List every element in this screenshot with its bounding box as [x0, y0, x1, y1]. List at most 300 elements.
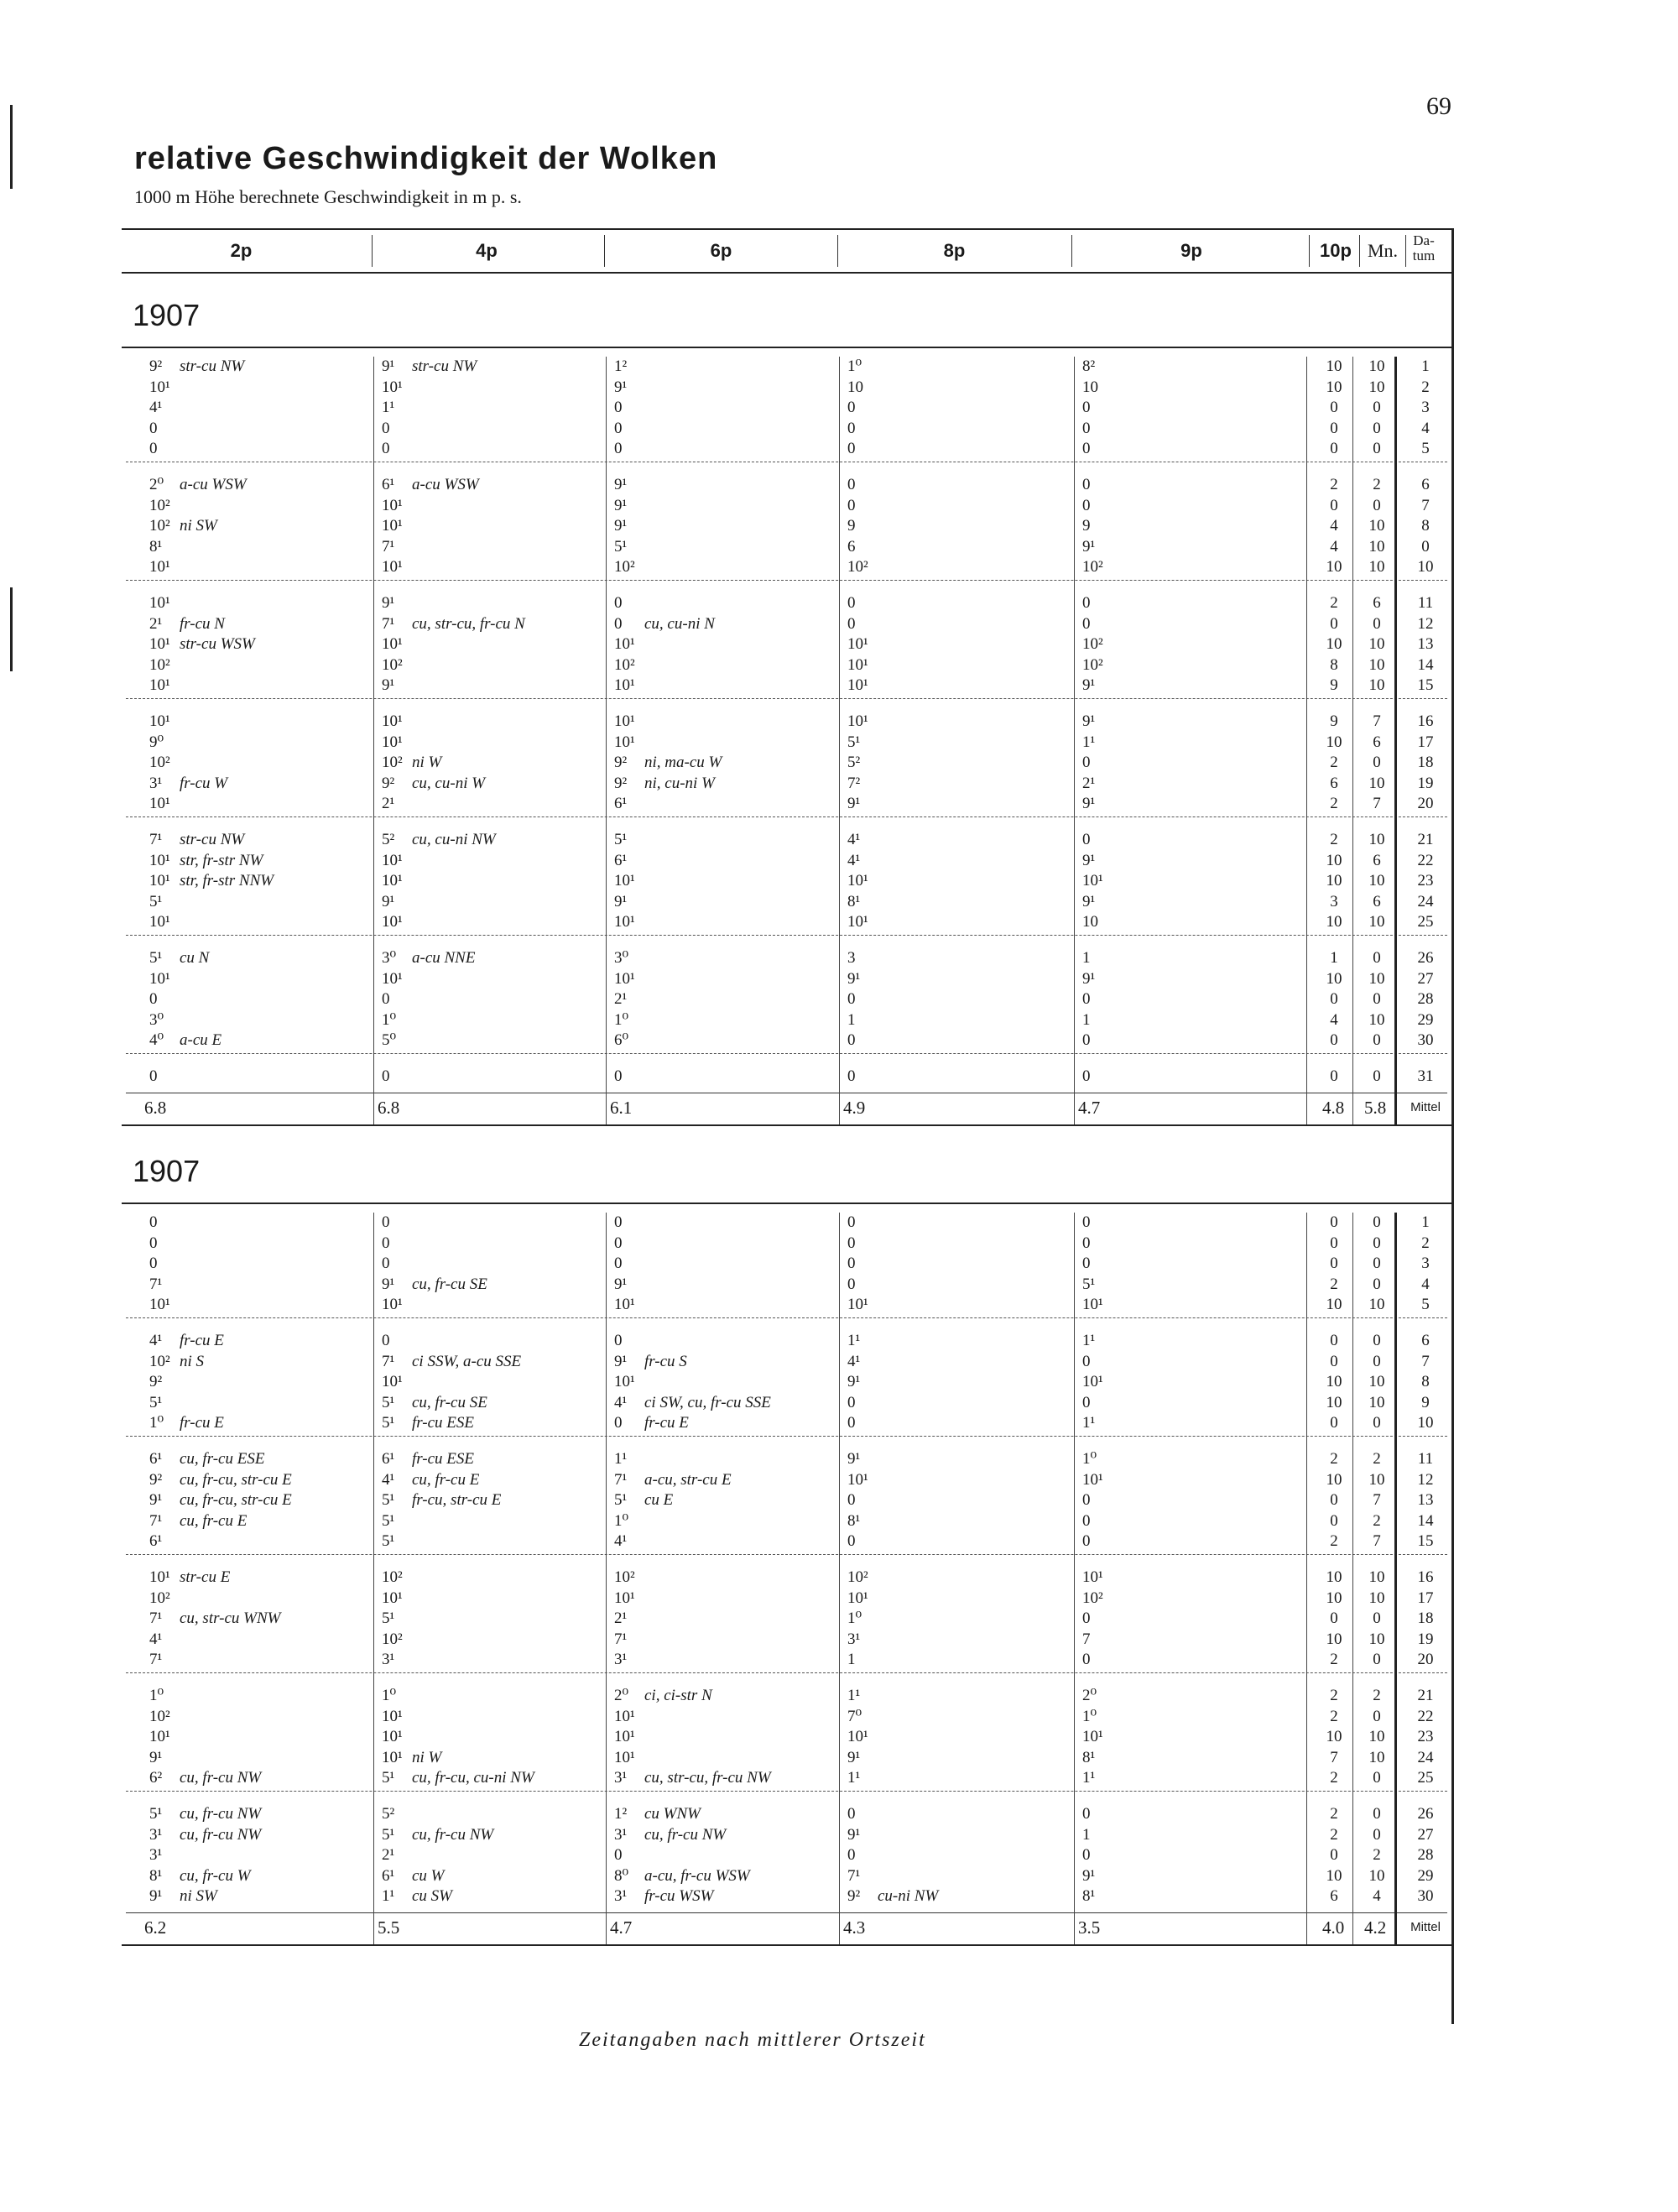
cell-value: 3¹	[847, 1630, 861, 1648]
cell-10p: 0	[1330, 1255, 1338, 1273]
cell-10p: 4	[1330, 1010, 1338, 1029]
cell-value: 1⁰	[614, 1511, 629, 1530]
column-separator	[1306, 1213, 1307, 1944]
cell-mn: 0	[1373, 1067, 1381, 1085]
cell-value: 0	[1082, 1609, 1091, 1628]
cell-mn: 6	[1373, 733, 1381, 751]
cell-10p: 10	[1326, 1470, 1342, 1489]
cell-10p: 2	[1330, 1532, 1338, 1551]
cell-value: 9¹	[1082, 676, 1096, 695]
cell-value: 0	[614, 1234, 623, 1252]
cell-10p: 10	[1326, 969, 1342, 988]
cell-value: 5⁰	[382, 1031, 397, 1050]
cell-value: 1⁰	[382, 1687, 397, 1704]
cell-value: 9¹	[149, 1748, 163, 1766]
cell-value: 10¹	[382, 1373, 403, 1391]
mean-value: 4.0	[1322, 1917, 1345, 1938]
cell-value: 5²	[382, 831, 395, 848]
cell-value: 9²	[382, 774, 395, 792]
cloud-note: fr-cu S	[644, 1352, 687, 1370]
cell-datum: 3	[1421, 399, 1430, 417]
cell-value: 10¹	[614, 1589, 635, 1607]
cell-value: 7	[1082, 1630, 1091, 1648]
cell-value: 4¹	[847, 831, 861, 848]
cloud-note: str-cu E	[180, 1568, 231, 1586]
cell-value: 10¹	[847, 872, 868, 890]
cell-datum: 17	[1417, 733, 1434, 751]
column-header-9p: 9p	[1180, 240, 1202, 261]
cell-value: 4¹	[614, 1393, 628, 1411]
cell-10p: 10	[1326, 1393, 1342, 1411]
cell-value: 9⁰	[149, 733, 164, 751]
cell-value: 0	[1082, 594, 1091, 612]
cloud-note: fr-cu ESE	[412, 1414, 475, 1432]
cell-datum: 17	[1417, 1589, 1434, 1607]
cloud-note: fr-cu ESE	[412, 1450, 475, 1468]
cell-value: 0	[847, 1805, 856, 1823]
cell-mn: 6	[1373, 892, 1381, 910]
cell-value: 10¹	[614, 733, 635, 751]
cell-mn: 0	[1373, 1609, 1381, 1628]
cell-value: 1²	[614, 357, 628, 375]
cell-mn: 0	[1373, 1769, 1381, 1787]
cell-datum: 22	[1417, 851, 1434, 869]
cell-mn: 10	[1368, 517, 1385, 535]
section-end-rule	[122, 1944, 1451, 1946]
cloud-note: cu, fr-cu E	[412, 1470, 480, 1489]
cell-datum: 6	[1421, 476, 1430, 493]
cell-value: 0	[1082, 399, 1091, 417]
cell-value: 0	[1082, 1651, 1091, 1669]
cell-value: 10¹	[382, 1748, 403, 1766]
cell-value: 0	[1082, 1532, 1091, 1551]
cell-10p: 2	[1330, 795, 1338, 813]
cell-value: 1¹	[614, 1450, 628, 1468]
cell-datum: 16	[1417, 712, 1434, 730]
cell-value: 0	[382, 419, 390, 437]
cell-value: 0	[614, 399, 623, 417]
cloud-note: fr-cu WSW	[644, 1887, 714, 1906]
mean-value: 6.8	[378, 1097, 400, 1118]
cell-10p: 2	[1330, 1769, 1338, 1787]
cell-value: 10¹	[149, 378, 170, 396]
cell-value: 2⁰	[1082, 1687, 1097, 1704]
cell-mn: 10	[1368, 1589, 1385, 1607]
cell-value: 0	[847, 1067, 856, 1085]
cell-value: 7¹	[149, 1511, 163, 1530]
cell-value: 1⁰	[382, 1010, 397, 1029]
cell-value: 10¹	[614, 712, 635, 730]
cell-10p: 2	[1330, 831, 1338, 848]
cloud-note: cu, fr-cu NW	[180, 1805, 262, 1823]
cloud-note: str-cu NW	[180, 831, 245, 848]
cell-value: 1¹	[847, 1332, 861, 1349]
cell-10p: 0	[1330, 1609, 1338, 1628]
cell-value: 6¹	[614, 851, 628, 869]
cell-value: 1¹	[1082, 1332, 1096, 1349]
column-separator	[1074, 1213, 1075, 1944]
cell-datum: 2	[1421, 378, 1430, 396]
cell-datum: 25	[1417, 1769, 1434, 1787]
cell-value: 0	[1082, 1352, 1091, 1370]
cell-mn: 2	[1373, 1511, 1381, 1530]
cloud-note: fr-cu E	[644, 1414, 689, 1432]
cell-10p: 9	[1330, 712, 1338, 730]
cell-value: 5²	[847, 754, 861, 772]
cell-value: 8¹	[1082, 1887, 1096, 1906]
cell-mn: 0	[1373, 496, 1381, 514]
cloud-note: ci SSW, a-cu SSE	[412, 1352, 522, 1370]
cloud-note: a-cu NNE	[412, 949, 476, 967]
cell-value: 5¹	[149, 1393, 163, 1411]
section-rule	[122, 1203, 1451, 1204]
cloud-note: cu, cu-ni N	[644, 614, 715, 633]
cell-value: 0	[1082, 831, 1091, 848]
cell-value: 3¹	[614, 1769, 628, 1787]
cell-datum: 21	[1417, 831, 1434, 848]
cloud-note: cu, fr-cu, cu-ni NW	[412, 1769, 534, 1787]
cloud-note: str, fr-str NW	[180, 851, 263, 869]
cell-value: 6¹	[382, 1450, 395, 1468]
cell-value: 4¹	[382, 1470, 395, 1489]
cell-value: 9¹	[614, 1352, 628, 1370]
cell-value: 10¹	[149, 913, 170, 931]
cell-value: 10¹	[1082, 1470, 1103, 1489]
cell-mn: 7	[1373, 1491, 1381, 1510]
cell-10p: 10	[1326, 872, 1342, 890]
cell-value: 2⁰	[149, 476, 164, 493]
cell-value: 5¹	[382, 1511, 395, 1530]
cell-value: 0	[614, 1332, 623, 1349]
cell-value: 10¹	[382, 496, 403, 514]
cell-value: 5¹	[382, 1491, 395, 1510]
group-divider	[126, 580, 1447, 581]
cell-datum: 1	[1421, 1213, 1430, 1231]
cell-datum: 7	[1421, 1352, 1430, 1370]
cell-10p: 3	[1330, 892, 1338, 910]
cell-value: 9	[1082, 517, 1091, 535]
cell-value: 10¹	[382, 851, 403, 869]
column-separator	[373, 1213, 374, 1944]
group-divider	[126, 1436, 1447, 1437]
mean-label: Mittel	[1410, 1099, 1441, 1114]
cell-value: 10¹	[1082, 872, 1103, 890]
cell-value: 6⁰	[614, 1031, 629, 1050]
mean-rule	[126, 1912, 1447, 1913]
cell-mn: 10	[1368, 1373, 1385, 1391]
cell-10p: 0	[1330, 1511, 1338, 1530]
cell-value: 10¹	[614, 635, 635, 654]
cell-10p: 10	[1326, 733, 1342, 751]
cell-value: 9¹	[847, 969, 861, 988]
column-separator	[1352, 1213, 1353, 1944]
cell-value: 0	[847, 1414, 856, 1432]
cell-datum: 9	[1421, 1393, 1430, 1411]
cell-10p: 0	[1330, 419, 1338, 437]
cell-value: 0	[847, 614, 856, 633]
cell-value: 10¹	[149, 712, 170, 730]
cell-value: 0	[847, 594, 856, 612]
cell-value: 7¹	[614, 1470, 628, 1489]
cell-mn: 10	[1368, 1728, 1385, 1746]
cell-value: 9¹	[847, 1450, 861, 1468]
cell-value: 0	[614, 1213, 623, 1231]
cloud-note: cu, fr-cu, str-cu E	[180, 1491, 292, 1510]
column-separator	[1352, 357, 1353, 1124]
cell-value: 3¹	[614, 1651, 628, 1669]
cell-datum: 13	[1417, 635, 1434, 654]
cell-datum: 3	[1421, 1255, 1430, 1273]
cell-value: 10¹	[847, 635, 868, 654]
cell-10p: 2	[1330, 1825, 1338, 1844]
cell-value: 4¹	[149, 1332, 163, 1349]
cell-mn: 10	[1368, 655, 1385, 674]
cell-value: 8¹	[1082, 1748, 1096, 1766]
cell-10p: 2	[1330, 1275, 1338, 1293]
cell-value: 6¹	[149, 1532, 163, 1551]
cell-10p: 2	[1330, 1805, 1338, 1823]
cell-value: 10¹	[382, 517, 403, 535]
cell-value: 0	[614, 614, 623, 633]
cell-10p: 4	[1330, 537, 1338, 556]
cell-value: 9¹	[382, 357, 395, 375]
mean-value: 3.5	[1078, 1917, 1101, 1938]
cell-value: 10¹	[1082, 1296, 1103, 1314]
cell-value: 0	[149, 1213, 158, 1231]
cell-mn: 7	[1373, 1532, 1381, 1551]
cell-value: 9²	[149, 1373, 163, 1391]
cell-value: 9²	[149, 1470, 163, 1489]
cell-value: 9¹	[149, 1491, 163, 1510]
mean-label: Mittel	[1410, 1920, 1441, 1934]
cell-10p: 0	[1330, 440, 1338, 458]
cell-10p: 0	[1330, 1031, 1338, 1050]
cloud-note: cu W	[412, 1866, 445, 1885]
cell-value: 5¹	[149, 1805, 163, 1823]
cell-value: 10¹	[847, 676, 868, 695]
cell-10p: 2	[1330, 1450, 1338, 1468]
cell-10p: 10	[1326, 1589, 1342, 1607]
cell-10p: 2	[1330, 1687, 1338, 1704]
cell-value: 8¹	[149, 1866, 163, 1885]
cell-value: 8¹	[847, 1511, 861, 1530]
group-divider	[126, 1791, 1447, 1792]
cell-datum: 18	[1417, 1609, 1434, 1628]
cell-value: 0	[847, 399, 856, 417]
cloud-note: str-cu NW	[412, 357, 477, 375]
footer-note: Zeitangaben nach mittlerer Ortszeit	[579, 2029, 926, 2051]
cloud-note: cu, fr-cu NW	[412, 1825, 494, 1844]
cell-value: 0	[847, 419, 856, 437]
cell-value: 7¹	[614, 1630, 628, 1648]
cell-value: 4¹	[149, 399, 163, 417]
cell-10p: 1	[1330, 949, 1338, 967]
cell-value: 2¹	[382, 795, 395, 813]
cloud-note: cu N	[180, 949, 210, 967]
cloud-note: cu, fr-cu SE	[412, 1393, 487, 1411]
cell-value: 1	[1082, 1010, 1091, 1029]
cell-value: 9¹	[847, 1748, 861, 1766]
cell-value: 1⁰	[847, 357, 862, 375]
cell-10p: 8	[1330, 655, 1338, 674]
cell-value: 9²	[614, 774, 628, 792]
cell-value: 9¹	[1082, 712, 1096, 730]
cell-value: 9¹	[382, 594, 395, 612]
cell-10p: 0	[1330, 1213, 1338, 1231]
cell-mn: 10	[1368, 1010, 1385, 1029]
section-year: 1907	[133, 1154, 201, 1188]
cell-10p: 10	[1326, 558, 1342, 576]
cell-mn: 10	[1368, 378, 1385, 396]
cell-value: 8¹	[847, 892, 861, 910]
cell-10p: 2	[1330, 1707, 1338, 1725]
cell-value: 0	[1082, 1031, 1091, 1050]
cell-value: 0	[149, 440, 158, 458]
cell-value: 0	[847, 1393, 856, 1411]
cell-value: 0	[1082, 1491, 1091, 1510]
cloud-note: ni W	[412, 754, 442, 772]
cell-mn: 2	[1373, 1846, 1381, 1865]
column-separator	[839, 357, 840, 1124]
cell-value: 10²	[847, 558, 868, 576]
cell-value: 6	[847, 537, 856, 556]
cell-value: 10²	[382, 655, 403, 674]
column-header-datum: Da-tum	[1412, 232, 1436, 263]
cell-value: 7²	[847, 774, 861, 792]
group-divider	[126, 1053, 1447, 1054]
cell-datum: 10	[1417, 558, 1434, 576]
mean-value: 4.7	[1078, 1097, 1101, 1118]
cloud-note: cu, fr-cu NW	[180, 1769, 262, 1787]
cell-value: 0	[149, 1255, 158, 1273]
cell-value: 10	[847, 378, 863, 396]
cloud-note: cu, fr-cu NW	[644, 1825, 727, 1844]
cell-value: 1	[847, 1651, 856, 1669]
cell-value: 2⁰	[614, 1687, 629, 1704]
cloud-note: cu, fr-cu SE	[412, 1275, 487, 1293]
cell-10p: 0	[1330, 1491, 1338, 1510]
cell-value: 0	[1082, 754, 1091, 772]
cell-mn: 0	[1373, 754, 1381, 772]
cell-value: 0	[382, 1234, 390, 1252]
cloud-note: str, fr-str NNW	[180, 872, 274, 890]
cell-value: 8²	[1082, 357, 1096, 375]
cell-value: 1¹	[382, 1887, 395, 1906]
cloud-note: a-cu WSW	[180, 476, 247, 493]
column-header-8p: 8p	[943, 240, 966, 261]
cell-10p: 2	[1330, 594, 1338, 612]
cell-mn: 10	[1368, 357, 1385, 375]
cell-value: 0	[149, 1067, 158, 1085]
cell-value: 10¹	[382, 378, 403, 396]
cell-value: 6²	[149, 1769, 163, 1787]
cell-mn: 10	[1368, 913, 1385, 931]
cell-value: 10²	[614, 1568, 635, 1586]
cell-value: 5¹	[382, 1609, 395, 1628]
cell-value: 10¹	[1082, 1728, 1103, 1746]
cell-10p: 0	[1330, 1067, 1338, 1085]
cell-10p: 0	[1330, 1234, 1338, 1252]
cell-datum: 21	[1417, 1687, 1434, 1704]
cell-value: 9¹	[1082, 795, 1096, 813]
mean-value: 6.2	[144, 1917, 167, 1938]
cloud-note: ni, ma-cu W	[644, 754, 722, 772]
cell-value: 1⁰	[1082, 1707, 1097, 1725]
cell-10p: 0	[1330, 399, 1338, 417]
cell-datum: 12	[1417, 614, 1434, 633]
column-header-4p: 4p	[476, 240, 498, 261]
cell-value: 10¹	[847, 1589, 868, 1607]
cell-value: 10¹	[614, 1748, 635, 1766]
mean-value: 6.8	[144, 1097, 167, 1118]
cell-datum: 24	[1417, 892, 1434, 910]
cell-value: 0	[847, 440, 856, 458]
cell-value: 10²	[1082, 558, 1103, 576]
cell-mn: 2	[1373, 476, 1381, 493]
group-divider	[126, 1554, 1447, 1555]
cloud-note: a-cu, fr-cu WSW	[644, 1866, 750, 1885]
cell-datum: 15	[1417, 1532, 1434, 1551]
cell-mn: 6	[1373, 851, 1381, 869]
cell-value: 10	[1082, 378, 1098, 396]
cell-mn: 0	[1373, 1332, 1381, 1349]
cell-value: 10¹	[1082, 1568, 1103, 1586]
cloud-note: cu, str-cu, fr-cu NW	[644, 1769, 771, 1787]
cell-datum: 11	[1417, 1450, 1434, 1468]
cell-10p: 9	[1330, 676, 1338, 695]
cell-value: 10²	[1082, 1589, 1103, 1607]
cell-value: 0	[847, 1234, 856, 1252]
cell-value: 0	[1082, 1393, 1091, 1411]
cloud-note: cu, fr-cu, str-cu E	[180, 1470, 292, 1489]
cell-value: 9¹	[614, 496, 628, 514]
cell-datum: 27	[1417, 1825, 1434, 1844]
cloud-note: cu, fr-cu NW	[180, 1825, 262, 1844]
cell-value: 10²	[614, 655, 635, 674]
cell-value: 10¹	[614, 1707, 635, 1725]
group-divider	[126, 698, 1447, 699]
cell-value: 0	[847, 1031, 856, 1050]
cell-datum: 10	[1417, 1414, 1434, 1432]
cloud-note: str-cu NW	[180, 357, 245, 375]
cell-10p: 0	[1330, 990, 1338, 1009]
column-header-6p: 6p	[710, 240, 732, 261]
cell-10p: 10	[1326, 378, 1342, 396]
cloud-note: ni SW	[180, 517, 217, 535]
cell-value: 9¹	[1082, 1866, 1096, 1885]
cell-value: 8⁰	[614, 1866, 629, 1885]
cell-value: 7¹	[382, 537, 395, 556]
cell-datum: 30	[1417, 1887, 1434, 1906]
cell-mn: 0	[1373, 1234, 1381, 1252]
cell-10p: 0	[1330, 496, 1338, 514]
cell-value: 0	[1082, 1511, 1091, 1530]
cell-value: 10¹	[382, 1589, 403, 1607]
cell-value: 1²	[614, 1805, 628, 1823]
cell-datum: 29	[1417, 1866, 1434, 1885]
cell-value: 10¹	[614, 676, 635, 695]
cell-10p: 2	[1330, 1651, 1338, 1669]
cell-value: 0	[1082, 1255, 1091, 1273]
cell-value: 5¹	[614, 831, 628, 848]
cell-value: 0	[382, 440, 390, 458]
cell-value: 0	[1082, 1846, 1091, 1865]
cell-value: 10¹	[149, 872, 170, 890]
cell-datum: 8	[1421, 517, 1430, 535]
cell-value: 10¹	[149, 594, 170, 612]
cell-mn: 0	[1373, 1255, 1381, 1273]
cell-value: 10¹	[847, 712, 868, 730]
